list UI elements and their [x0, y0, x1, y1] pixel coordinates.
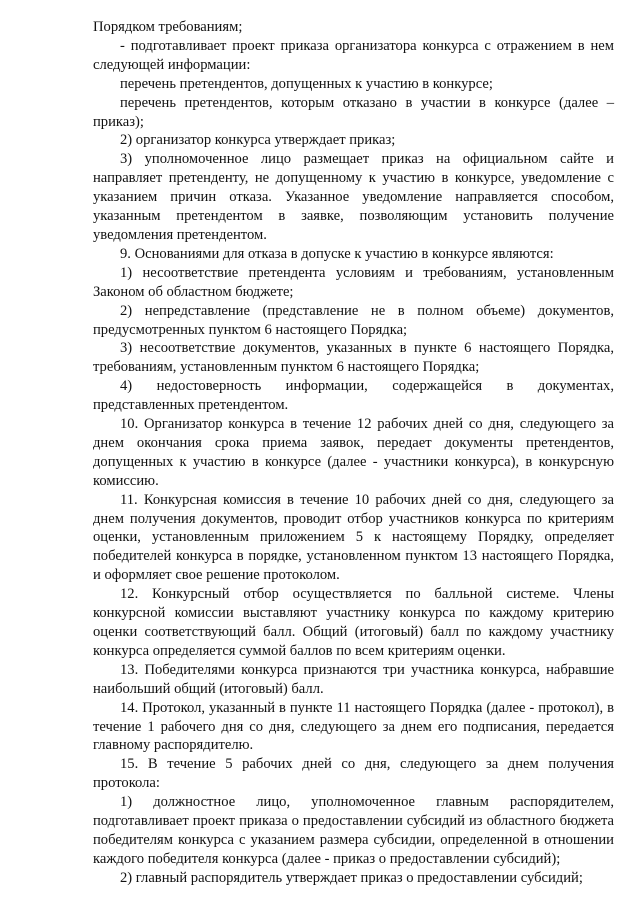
paragraph-9-3: 3) несоответствие документов, указанных в пункте 6 настоящего Порядка, требованиям, установленным пунктом 6 настоящего Порядка; — [93, 340, 614, 376]
paragraph-organizer-approves: 2) организатор конкурса утверждает приказ; — [120, 132, 396, 149]
paragraph-list-admitted: перечень претендентов, допущенных к участию в конкурсе; — [120, 75, 493, 92]
paragraph-item-14: 14. Протокол, указанный в пункте 11 настоящего Порядка (далее - протокол), в течение 1 рабочего дня со дня, следующего за днем его подписания, передается главному распорядителю. — [93, 699, 614, 754]
paragraph-item-10: 10. Организатор конкурса в течение 12 рабочих дней со дня, следующего за днем окончания срока приема заявок, передает документы претендентов, допущенных к участию в конкурсе (далее - участники конкурса), в конкурсную комиссию. — [93, 416, 614, 489]
document-page — [93, 18, 614, 888]
paragraph-15-1: 1) должностное лицо, уполномоченное главным распорядителем, подготавливает проект приказа о предоставлении субсидий из областного бюджета победителям конкурса с указанием размера субсидии, определенной в отношении каждого победителя конкурса (далее - приказ о предоставлении субсидий); — [93, 794, 614, 867]
paragraph-item-13: 13. Победителями конкурса признаются три участника конкурса, набравшие наибольший общий (итоговый) балл. — [93, 661, 614, 697]
paragraph-15-2: 2) главный распорядитель утверждает приказ о предоставлении субсидий; — [120, 869, 583, 886]
paragraph-list-refused: перечень претендентов, которым отказано в участии в конкурсе (далее – приказ); — [93, 94, 614, 130]
paragraph-continuation: Порядком требованиям; — [93, 19, 243, 35]
paragraph-item-12: 12. Конкурсный отбор осуществляется по балльной системе. Члены конкурсной комиссии выставляют участнику конкурса по каждому критерию оценки соответствующий балл. Общий (итоговый) балл по каждому участнику конкурса определяется суммой баллов по всем критериям оценки. — [93, 586, 614, 659]
paragraph-authorized-person: 3) уполномоченное лицо размещает приказ на официальном сайте и направляет претенденту, не допущенному к участию в конкурсе, уведомление с указанием причин отказа. Указанное уведомление направляется способом, указанным претендентом в заявке, позволяющим установить получение уведомления претендентом. — [93, 151, 614, 243]
paragraph-item-11: 11. Конкурсная комиссия в течение 10 рабочих дней со дня, следующего за днем получения документов, проводит отбор участников конкурса по критериям оценки, установленным приложением 5 к настоящему Порядку, определяет победителей конкурса в порядке, установленном пунктом 13 настоящего Порядка, и оформляет свое решение протоколом. — [93, 491, 614, 584]
paragraph-item-15: 15. В течение 5 рабочих дней со дня, следующего за днем получения протокола: — [93, 756, 614, 792]
paragraph-prepare-order: - подготавливает проект приказа организатора конкурса с отражением в нем следующей информации: — [93, 37, 614, 73]
paragraph-9-2: 2) непредставление (представление не в полном объеме) документов, предусмотренных пунктом 6 настоящего Порядка; — [93, 302, 614, 338]
paragraph-9-4: 4) недостоверность информации, содержащейся в документах, представленных претендентом. — [93, 378, 614, 414]
paragraph-item-9: 9. Основаниями для отказа в допуске к участию в конкурсе являются: — [120, 245, 554, 262]
paragraph-9-1: 1) несоответствие претендента условиям и требованиям, установленным Законом об областном бюджете; — [93, 264, 614, 300]
